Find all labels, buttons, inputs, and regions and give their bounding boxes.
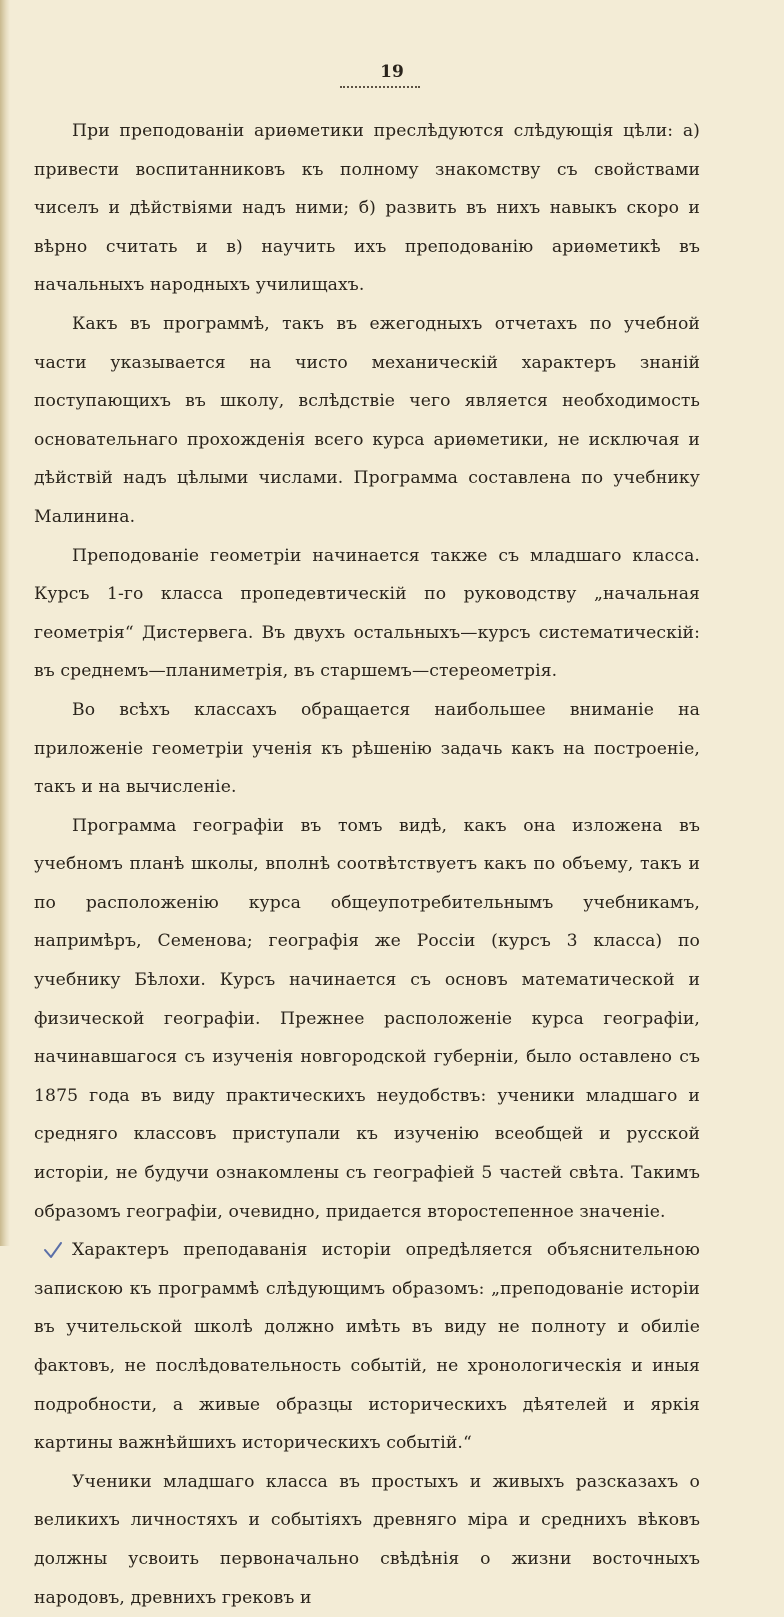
paragraph-geography-program: Программа географіи въ томъ видѣ, какъ она изложена въ учебномъ планѣ школы, вполнѣ соотвѣтствуетъ какъ по объему, такъ и по расположенію курса общеупотребительнымъ учебникамъ, напримѣръ, Семенова; географія же Россіи (курсъ 3 класса) по учебнику Бѣлохи. Курсъ начинается съ основъ математической и физической географіи. Прежнее расположеніе курса географіи, начинавшагося съ изученія новгородской губерніи, было оставлено съ 1875 года въ виду практическихъ неудобствъ: ученики младшаго и средняго классовъ приступали къ изученію всеобщей и русской исторіи, не будучи ознакомлены съ географіей 5 частей свѣта. Такимъ образомъ географіи, очевидно, придается второстепенное значеніе.: [34, 815, 700, 1222]
page-number-rule: [340, 86, 420, 88]
paragraph-geometry-course: Преподованіе геометріи начинается также съ младшаго класса. Курсъ 1-го класса пропедевтическій по руководству „начальная геометрія“ Дистервега. Въ двухъ остальныхъ—курсъ систематическій: въ среднемъ—планиметрія, въ старшемъ—стереометрія.: [34, 545, 700, 682]
paragraph-history-character: [34, 1231, 700, 1463]
checkmark-icon: [42, 1239, 64, 1261]
page-edge: [0, 0, 10, 1246]
paragraph-geometry-application: Во всѣхъ классахъ обращается наибольшее вниманіе на приложеніе геометріи ученія къ рѣшенію задачь какъ на построеніе, такъ и на вычисленіе.: [34, 699, 700, 798]
paragraph-arithmetic-goals: При преподованіи ариѳметики преслѣдуются слѣдующія цѣли: а) привести воспитанниковъ къ полному знакомству съ свойствами чиселъ и дѣйствіями надъ ними; б) развить въ нихъ навыкъ скоро и вѣрно считать и в) научить ихъ преподованію ариѳметикѣ въ начальныхъ народныхъ училищахъ.: [34, 121, 700, 296]
paragraph-arithmetic-program: Какъ въ программѣ, такъ въ ежегодныхъ отчетахъ по учебной части указывается на чисто механическій характеръ знаній поступающихъ въ школу, вслѣдствіе чего является необходимость основательнаго прохожденія всего курса ариѳметики, не исключая и дѣйствій надъ цѣлыми числами. Программа составлена по учебнику Малинина.: [34, 313, 700, 527]
page-number: 19: [380, 62, 404, 82]
body-text: [34, 112, 700, 1617]
paragraph-history-character-text: Характеръ преподаванія исторіи опредѣляется объяснительною запискою къ программѣ слѣдующимъ образомъ: „преподованіе исторіи въ учительской школѣ должно имѣть въ виду не полноту и обиліе фактовъ, не послѣдовательность событій, не хронологическія и иныя подробности, а живые образцы историческихъ дѣятелей и яркія картины важнѣйшихъ историческихъ событій.“: [34, 1240, 700, 1454]
paragraph-history-junior-class: Ученики младшаго класса въ простыхъ и живыхъ разсказахъ о великихъ личностяхъ и событіяхъ древняго міра и среднихъ вѣковъ должны усвоить первоначально свѣдѣнія о жизни восточныхъ народовъ, древнихъ грековъ и: [34, 1471, 700, 1608]
